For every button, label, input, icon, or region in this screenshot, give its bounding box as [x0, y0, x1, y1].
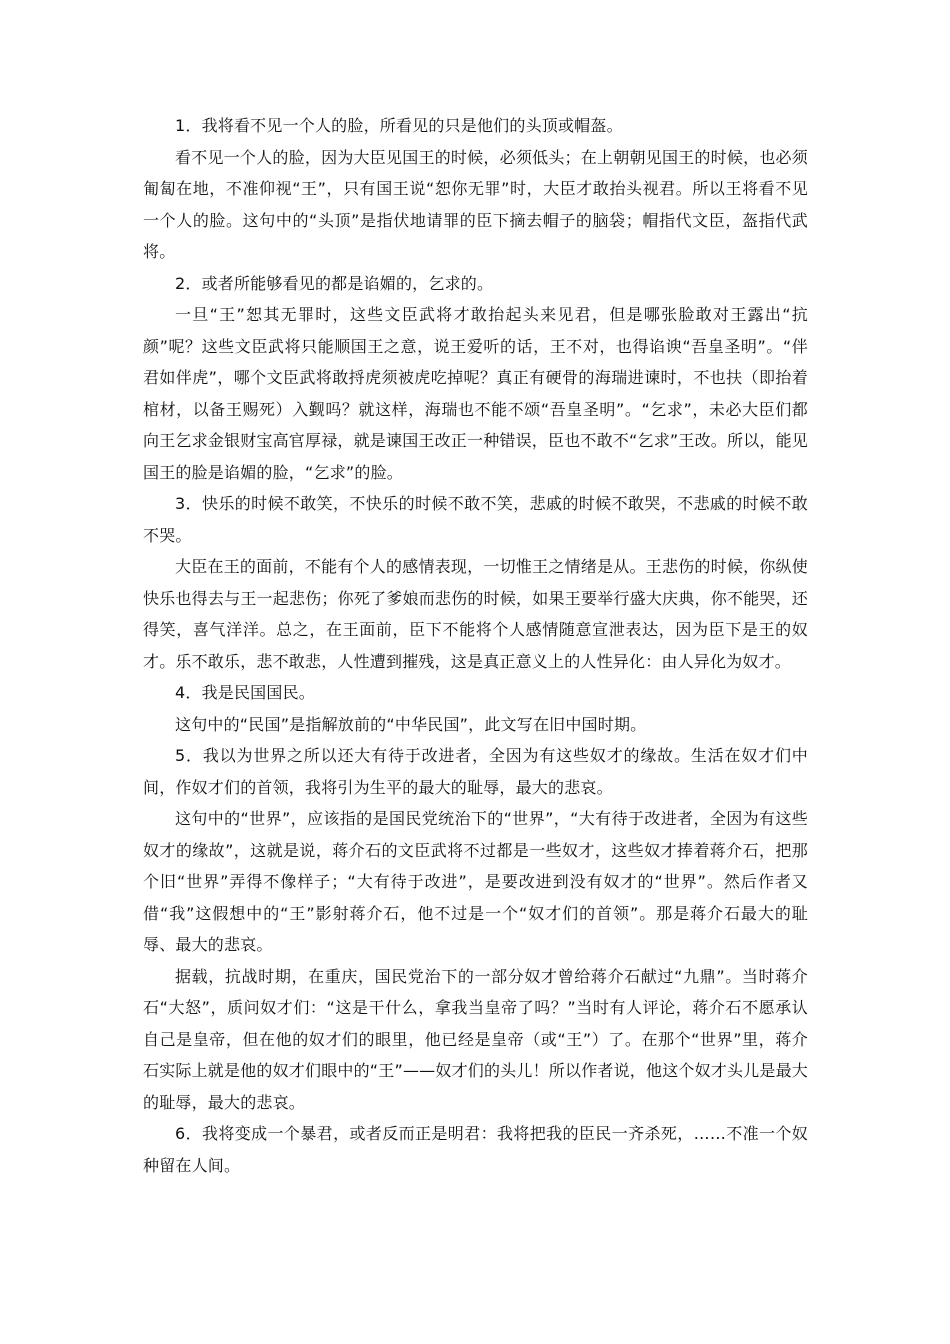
paragraph-explanation-5a: 这句中的“世界”，应该指的是国民党统治下的“世界”，“大有待于改进者，全因为有这些奴才的缘故”，这就是说，蒋介石的文臣武将不过都是一些奴才，这些奴才捧着蒋介石，把那个旧“世界”弄得不像样子；“大有待于改进”，是要改进到没有奴才的“世界”。然后作者又借“我”这假想中的“王”影射蒋介石，他不过是一个“奴才们的首领”。那是蒋介石最大的耻辱、最大的悲哀。 [143, 809, 808, 954]
paragraph-point-6: 6．我将变成一个暴君，或者反而正是明君：我将把我的臣民一齐杀死，……不准一个奴种留在人间。 [143, 1124, 808, 1175]
paragraph-explanation-3: 大臣在王的面前，不能有个人的感情表现，一切惟王之情绪是从。王悲伤的时候，你纵使快乐也得去与王一起悲伤；你死了爹娘而悲伤的时候，如果王要举行盛大庆典，你不能哭，还得笑，喜气洋洋。总之，在王面前，臣下不能将个人感情随意宣泄表达，因为臣下是王的奴才。乐不敢乐，悲不敢悲，人性遭到摧残，这是真正意义上的人性异化：由人异化为奴才。 [143, 557, 808, 671]
paragraph-explanation-5b: 据载，抗战时期，在重庆，国民党治下的一部分奴才曾给蒋介石献过“九鼎”。当时蒋介石“大怒”，质问奴才们：“这是干什么，拿我当皇帝了吗？”当时有人评论，蒋介石不愿承认自己是皇帝，但在他的奴才们的眼里，他已经是皇帝（或“王”）了。在那个“世界”里，蒋介石实际上就是他的奴才们眼中的“王”——奴才们的头儿！所以作者说，他这个奴才头儿是最大的耻辱，最大的悲哀。 [143, 966, 808, 1112]
document-body [143, 110, 808, 1181]
paragraph-point-2: 2．或者所能够看见的都是谄媚的，乞求的。 [175, 273, 494, 293]
paragraph-explanation-2: 一旦“王”恕其无罪时，这些文臣武将才敢抬起头来见君，但是哪张脸敢对王露出“抗颜”呢？这些文臣武将只能顺国王之意，说王爱听的话，王不对，也得谄谀“吾皇圣明”。“伴君如伴虎”，哪个文臣武将敢捋虎须被虎吃掉呢？真正有硬骨的海瑞进谏时，不也扶（即抬着棺材，以备王赐死）入觐吗？就这样，海瑞也不能不颂“吾皇圣明”。“乞求”，未必大臣们都向王乞求金银财宝高官厚禄，就是谏国王改正一种错误，臣也不敢不“乞求”王改。所以，能见国王的脸是谄媚的脸，“乞求”的脸。 [143, 305, 808, 482]
paragraph-explanation-1: 看不见一个人的脸，因为大臣见国王的时候，必须低头；在上朝朝见国王的时候，也必须匍匐在地，不准仰视“王”，只有国王说“恕你无罪”时，大臣才敢抬头视君。所以王将看不见一个人的脸。这句中的“头顶”是指伏地请罪的臣下摘去帽子的脑袋；帽指代文臣，盔指代武将。 [143, 147, 808, 261]
paragraph-point-5: 5．我以为世界之所以还大有待于改进者，全因为有这些奴才的缘故。生活在奴才们中间，作奴才们的首领，我将引为生平的最大的耻辱，最大的悲哀。 [143, 746, 808, 797]
paragraph-point-1: 1．我将看不见一个人的脸，所看见的只是他们的头顶或帽盔。 [175, 116, 623, 135]
paragraph-point-4: 4．我是民国国民。 [175, 683, 315, 702]
paragraph-point-3: 3．快乐的时候不敢笑，不快乐的时候不敢不笑，悲戚的时候不敢哭，不悲戚的时候不敢不哭。 [143, 494, 808, 545]
paragraph-explanation-4: 这句中的“民国”是指解放前的“中华民国”，此文写在旧中国时期。 [175, 714, 647, 734]
